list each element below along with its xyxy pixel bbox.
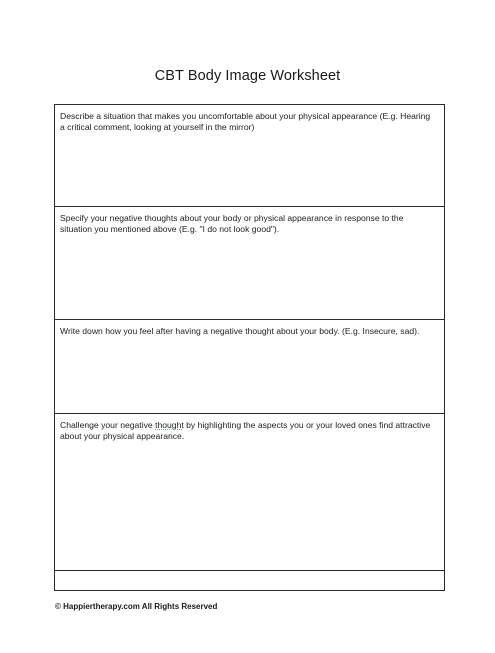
- copyright-footer: © Happiertherapy.com All Rights Reserved: [55, 602, 218, 611]
- row-prompt-challenge-underlined: thought: [155, 420, 184, 430]
- row-prompt-challenge: [60, 420, 436, 441]
- worksheet-table: [54, 104, 445, 591]
- row-prompt-negative-thoughts: Specify your negative thoughts about your body or physical appearance in response to the situation you mentioned above (E.g. "I do not look good").: [60, 213, 404, 234]
- worksheet-row-feelings[interactable]: [55, 320, 444, 414]
- worksheet-row-situation[interactable]: [55, 105, 444, 207]
- worksheet-title: CBT Body Image Worksheet: [154, 68, 341, 84]
- worksheet-row-blank[interactable]: [55, 571, 444, 590]
- row-prompt-situation: Describe a situation that makes you uncomfortable about your physical appearance (E.g. Hearing a critical comment, looking at yourself in the mirror): [60, 111, 431, 132]
- row-prompt-feelings: Write down how you feel after having a negative thought about your body. (E.g. Insecure, sad).: [60, 326, 420, 336]
- row-prompt-challenge-start: Challenge your negative: [60, 420, 156, 430]
- row-prompt-challenge-end: by highlighting the aspects you or your loved ones find attractive about your physical appearance.: [60, 420, 431, 441]
- worksheet-row-challenge[interactable]: [55, 414, 444, 571]
- worksheet-row-negative-thoughts[interactable]: [55, 207, 444, 320]
